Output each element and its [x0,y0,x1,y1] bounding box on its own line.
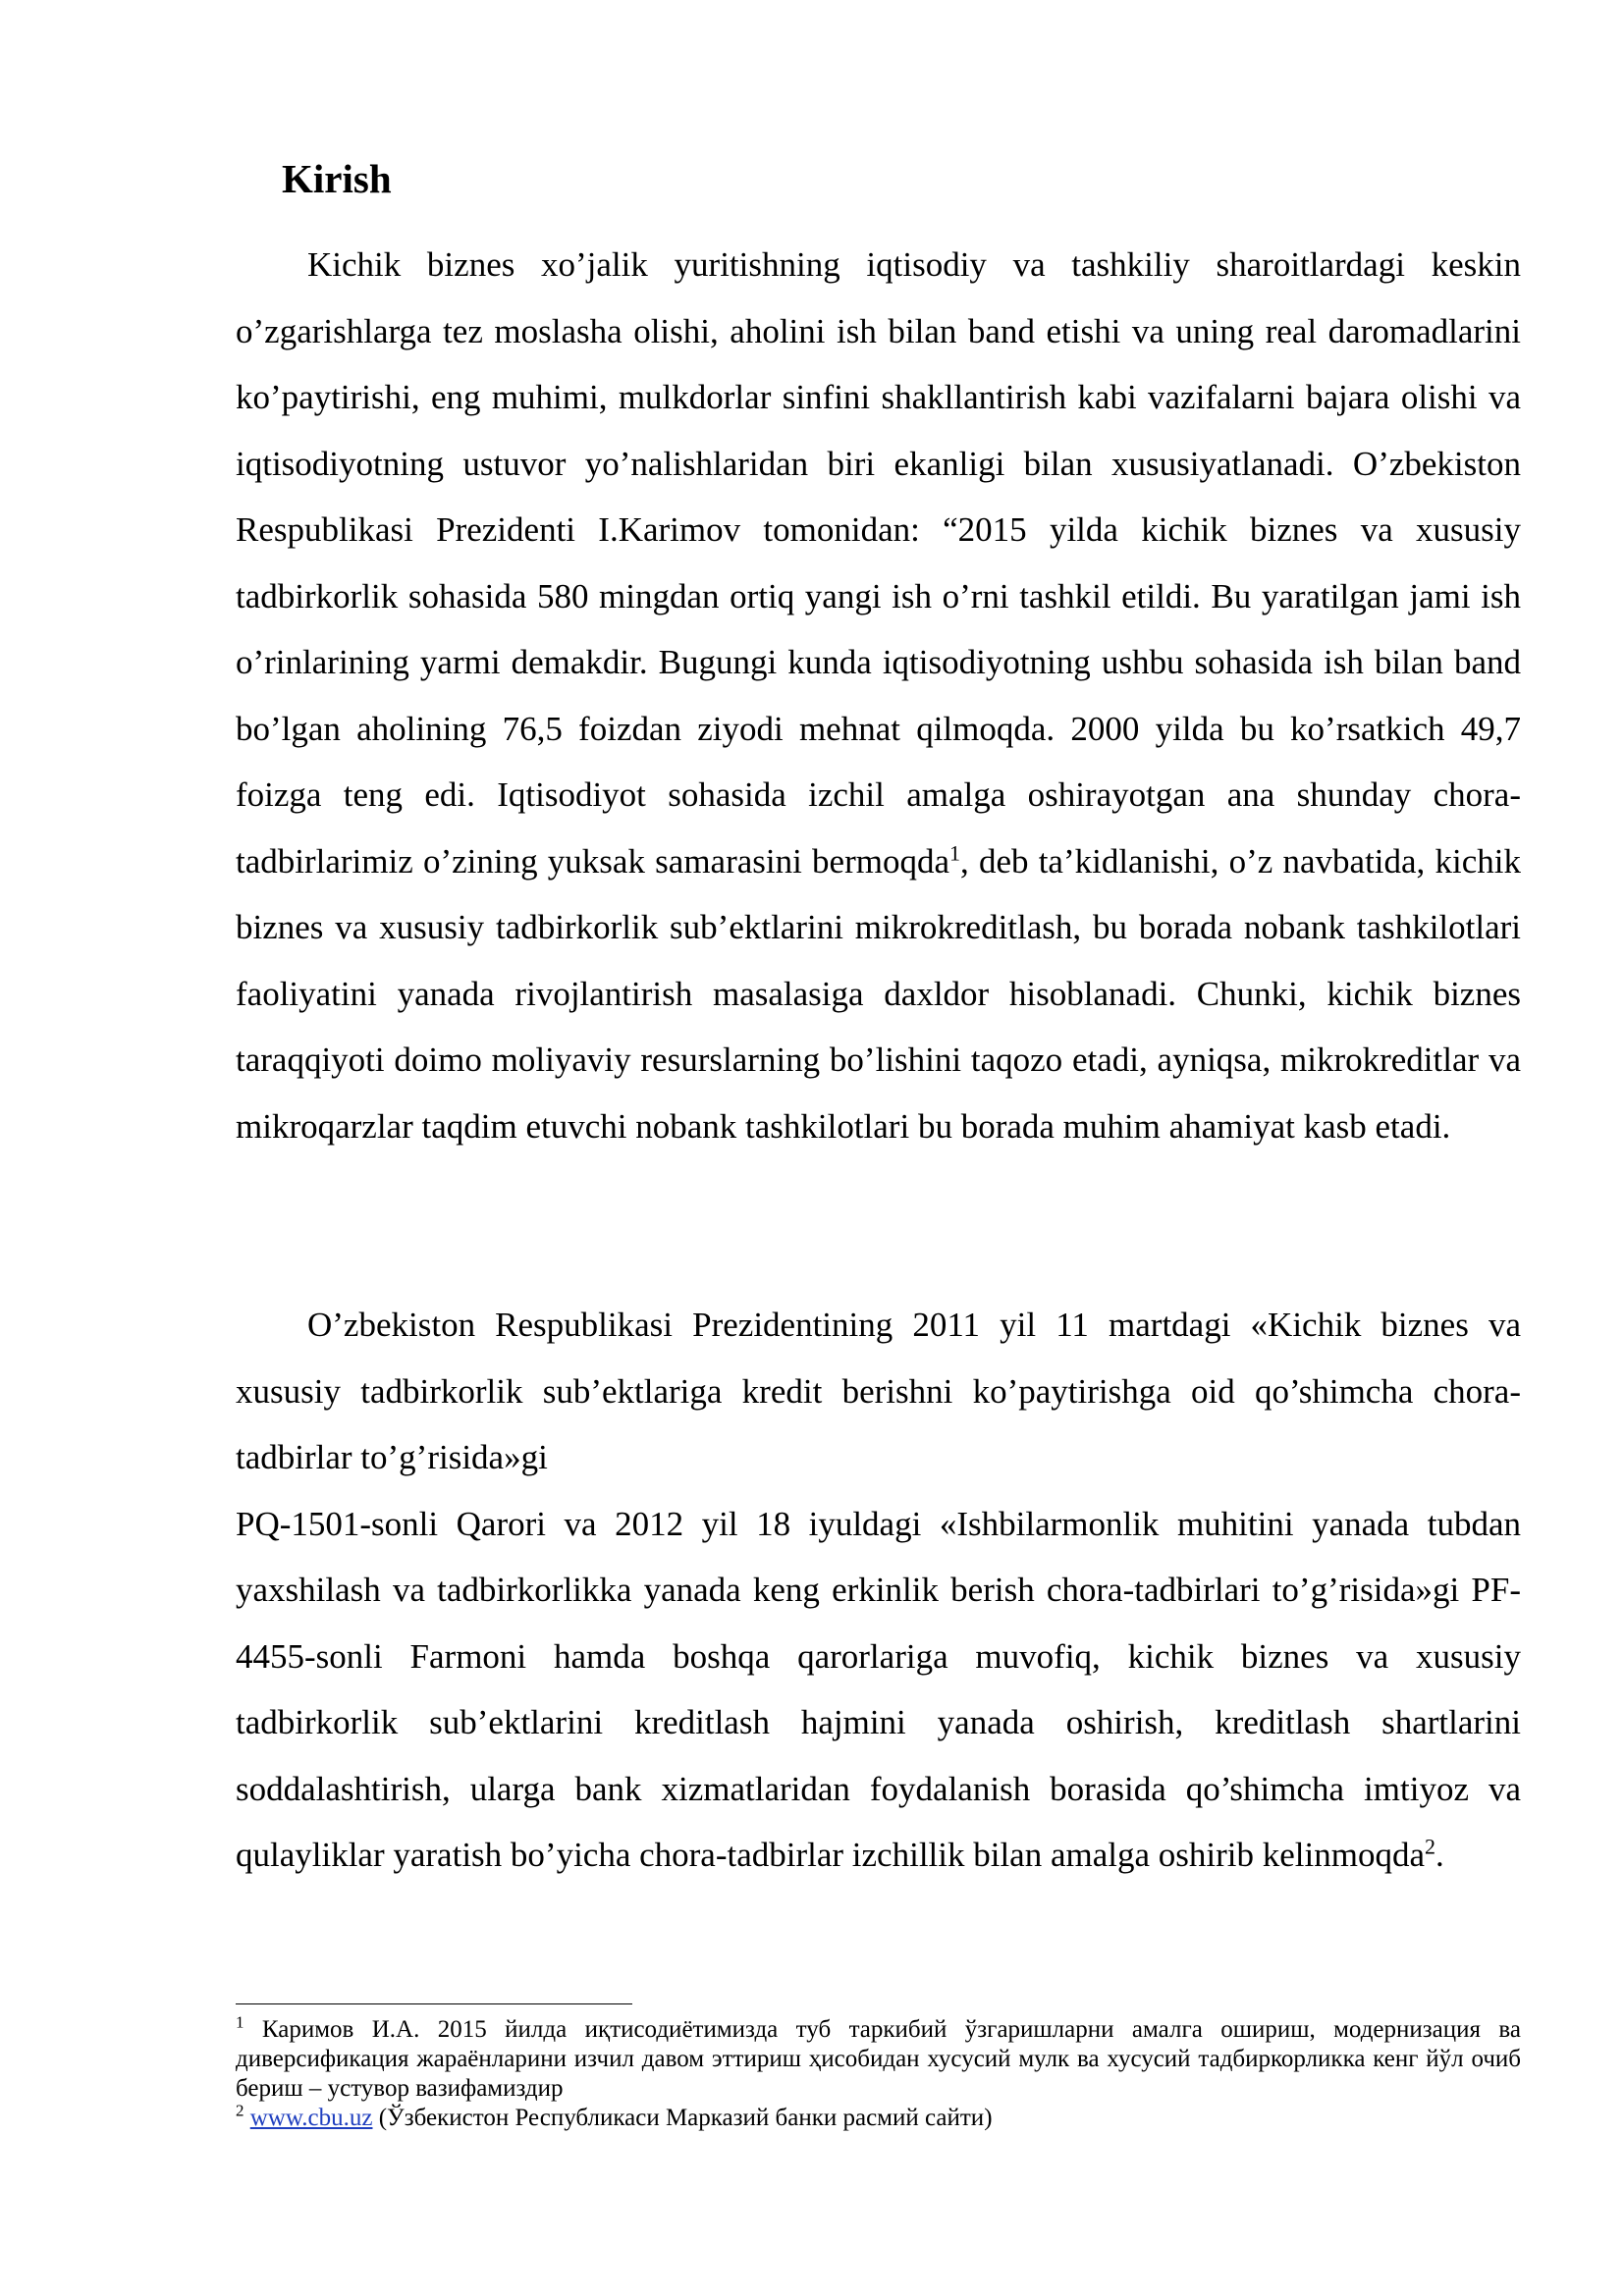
body-paragraph-1 [236,232,1521,1159]
footnote-ref-1[interactable]: 1 [949,839,960,865]
footnotes [236,2012,1521,2133]
footnote-1 [236,2012,1521,2104]
footnote-1-text: Каримов И.А. 2015 йилда иқтисодиётимизда туб таркибий ўзгаришларни амалга ошириш, модернизация ва диверсификация жараёнларини изчил давом эттириш ҳисобидан хусусий мулк ва хусусий тадбиркорликка кенг йўл очиб бериш – устувор вазифамиздир [236,2016,1521,2102]
footnote-2 [236,2101,1521,2133]
cbu-website-link[interactable]: www.cbu.uz [249,2105,373,2131]
page-title: Kirish [282,156,392,201]
footnote-1-number: 1 [236,2012,244,2032]
paragraph-2-text-continued: PQ-1501-sonli Qarori va 2012 yil 18 iyuldagi «Ishbilarmonlik muhitini yanada tubdan yaxshilash va tadbirkorlikka yanada keng erkinlik berish chora-tadbirlari to’g’risida»gi PF-4455-sonli Farmoni hamda boshqa qarorlariga muvofiq, kichik biznes va xususiy tadbirkorlik sub’ektlarini kreditlash hajmini yanada oshirish, kreditlash shartlarini soddalashtirish, ularga bank xizmatlaridan foydalanish borasida qo’shimcha imtiyoz va qulayliklar yaratish bo’yicha chora-tadbirlar izchillik bilan amalga oshirib kelinmoqda [236,1504,1521,1874]
paragraph-2-end: . [1435,1836,1444,1874]
paragraph-1-text-continued: , deb ta’kidlanishi, o’z navbatida, kichik biznes va xususiy tadbirkorlik sub’ektlarini mikrokreditlash, bu borada nobank tashkilotlari faoliyatini yanada rivojlantirish masalasiga daxldor hisoblanadi. Chunki, kichik biznes taraqqiyoti doimo moliyaviy resurslarning bo’lishini taqozo etadi, ayniqsa, mikrokreditlar va mikroqarzlar taqdim etuvchi nobank tashkilotlari bu borada muhim ahamiyat kasb etadi. [236,841,1521,1146]
footnote-2-number: 2 [236,2101,244,2120]
footnote-separator [236,2003,632,2004]
footnote-2-text: (Ўзбекистон Республикаси Марказий банки расмий сайти) [372,2105,993,2131]
paragraph-2-text: O’zbekiston Respublikasi Prezidentining 2011 yil 11 martdagi «Kichik biznes va xususiy tadbirkorlik sub’ektlariga kredit berishni ko’paytirishga oid qo’shimcha chora-tadbirlar to’g’risida»gi [236,1306,1521,1476]
paragraph-1-text: Kichik biznes xo’jalik yuritishning iqtisodiy va tashkiliy sharoitlardagi keskin o’zgarishlarga tez moslasha olishi, aholini ish bilan band etishi va uning real daromadlarini ko’paytirishi, eng muhimi, mulkdorlar sinfini shakllantirish kabi vazifalarni bajara olishi va iqtisodiyotning ustuvor yo’nalishlaridan biri ekanligi bilan xususiyatlanadi. O’zbekiston Respublikasi Prezidenti I.Karimov tomonidan: “2015 yilda kichik biznes va xususiy tadbirkorlik sohasida 580 mingdan ortiq yangi ish o’rni tashkil etildi. Bu yaratilgan jami ish o’rinlarining yarmi demakdir. Bugungi kunda iqtisodiyotning ushbu sohasida ish bilan band bo’lgan aholining 76,5 foizdan ziyodi mehnat qilmoqda. 2000 yilda bu ko’rsatkich 49,7 foizga teng edi. Iqtisodiyot sohasida izchil amalga oshirayotgan ana shunday chora-tadbirlarimiz o’zining yuksak samarasini bermoqda [236,245,1521,881]
footnote-ref-2[interactable]: 2 [1425,1834,1435,1859]
body-paragraph-2 [236,1292,1521,1889]
